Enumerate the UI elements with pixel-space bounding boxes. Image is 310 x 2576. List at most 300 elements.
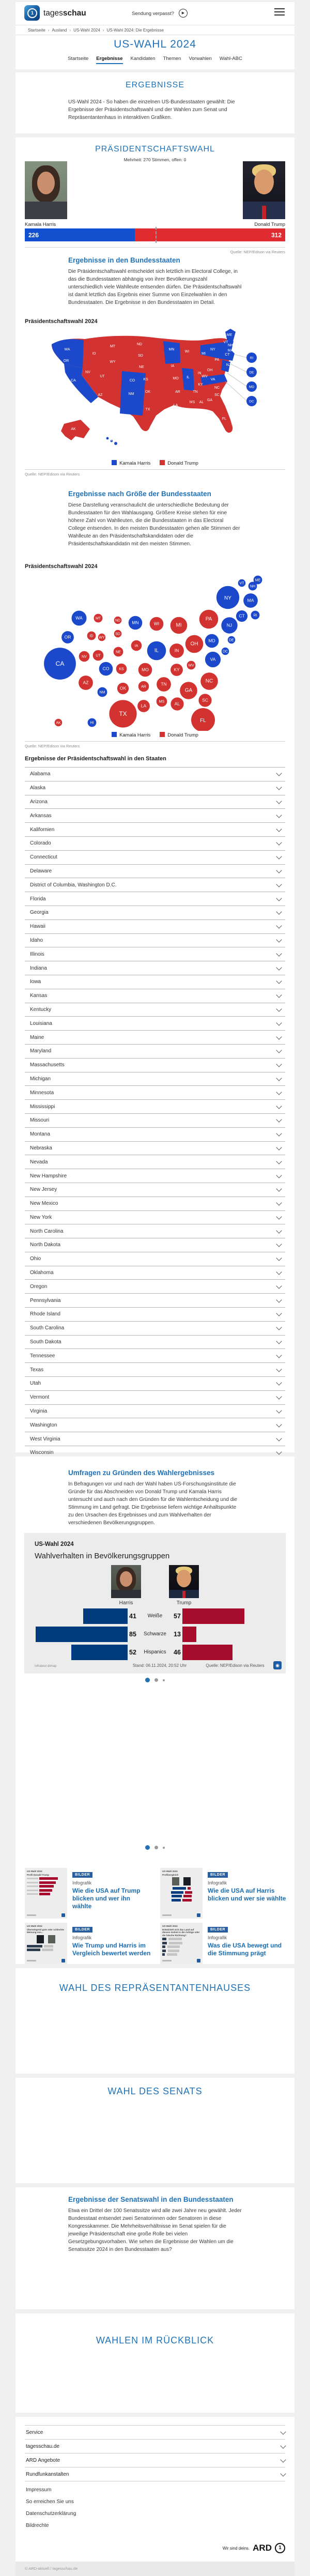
teaser-kicker: Infografik — [208, 1880, 227, 1885]
bubble-label-UT: UT — [96, 654, 101, 658]
play-icon[interactable]: ▶ — [179, 9, 188, 18]
ard-logo[interactable] — [223, 2543, 285, 2553]
ergebnisse-text: US-Wahl 2024 - So haben die einzelnen US-Bundesstaaten gewählt: Die Ergebnisse der Präsidentschaftswahl und der Wahlen zum Senat und Repräsentantenhaus in interaktiven Grafiken. — [68, 99, 235, 120]
thumb-bar-blue — [171, 1891, 183, 1894]
bubble-label-MO: MO — [142, 667, 149, 672]
thumb-photo — [183, 1877, 191, 1885]
infografik-share-icon[interactable]: ◉ — [273, 1661, 282, 1669]
state-accordion-row[interactable] — [25, 781, 285, 795]
chevron-down-icon — [276, 1435, 282, 1441]
bubble-label-WV: WV — [188, 664, 194, 668]
legend-color-swatch — [112, 732, 117, 737]
breadcrumb-item[interactable]: US-Wahl 2024 — [73, 27, 100, 33]
carousel-dot[interactable] — [163, 1679, 165, 1681]
umfragen-heading: Umfragen zu Gründen des Wahlergebnisses — [68, 1469, 215, 1477]
teaser-text — [72, 1924, 151, 1957]
bubble-label-VT: VT — [239, 581, 244, 586]
state-accordion-row[interactable] — [25, 1197, 285, 1211]
chevron-down-icon — [276, 1172, 282, 1178]
state-accordion-row[interactable] — [25, 1128, 285, 1142]
geo-map-label: Präsidentschaftswahl 2024 — [25, 318, 98, 325]
state-accordion-label: West Virginia — [30, 1436, 60, 1442]
demographic-row-Hispanics — [24, 1645, 286, 1660]
teaser-kicker: Infografik — [208, 1935, 227, 1940]
ergebnisse-heading: ERGEBNISSE — [125, 81, 185, 89]
state-accordion-label: New Jersey — [30, 1187, 57, 1193]
carousel-dot[interactable] — [154, 1678, 158, 1682]
state-accordion-row[interactable] — [25, 795, 285, 809]
thumb-bar-blue — [172, 1895, 182, 1897]
teaser-card[interactable] — [25, 1868, 151, 1924]
teaser-thumbnail — [25, 1868, 67, 1919]
footer-link[interactable]: So erreichen Sie uns — [26, 2499, 74, 2505]
chevron-down-icon — [276, 1117, 282, 1123]
rueckblick-heading: WAHLEN IM RÜCKBLICK — [96, 2335, 214, 2345]
footer-accordion-row[interactable] — [25, 2439, 285, 2453]
bubble-label-CO: CO — [102, 666, 110, 671]
state-accordion-label: New Mexico — [30, 1201, 58, 1207]
state-accordion-row[interactable] — [25, 1003, 285, 1017]
page-title: US-WAHL 2024 — [114, 38, 196, 50]
breadcrumb-item[interactable]: US-Wahl 2024: Die Ergebnisse — [106, 27, 164, 33]
state-accordion-label: Missouri — [30, 1117, 50, 1124]
teaser-title-link[interactable]: Was die USA bewegt und die Stimmung prägt — [208, 1942, 282, 1957]
trump-value: 13 — [174, 1631, 181, 1638]
chevron-down-icon — [276, 1186, 282, 1192]
state-accordion-row[interactable] — [25, 975, 285, 989]
thumb-share-icon — [61, 1959, 65, 1962]
state-accordion-row[interactable] — [25, 1252, 285, 1266]
state-accordion-row[interactable] — [25, 837, 285, 851]
state-accordion-row[interactable] — [25, 1336, 285, 1350]
state-accordion-label: Florida — [30, 896, 46, 902]
teaser-card[interactable] — [160, 1868, 286, 1924]
state-label-AL: AL — [199, 401, 204, 404]
bubble-label-NH: NH — [250, 585, 256, 589]
senat-heading: WAHL DES SENATS — [107, 2086, 203, 2096]
chevron-down-icon — [276, 1255, 282, 1261]
chevron-down-icon — [276, 1394, 282, 1400]
thumb-bar-red — [185, 1891, 192, 1894]
teaser-thumbnail — [160, 1868, 203, 1919]
thumb-bar-gray — [42, 1949, 53, 1951]
footer-accordion-row[interactable] — [25, 2425, 285, 2439]
chevron-down-icon — [276, 1366, 282, 1372]
state-accordion-row[interactable] — [25, 1224, 285, 1238]
state-accordion-row[interactable] — [25, 906, 285, 920]
umfragen-card — [16, 1456, 295, 1964]
teaser-card[interactable] — [160, 1923, 286, 1969]
tagesschau-logo[interactable] — [24, 5, 40, 21]
bubble-label-OR: OR — [64, 634, 71, 640]
state-accordion-row[interactable] — [25, 1391, 285, 1405]
state-accordion-label: Kentucky — [30, 1006, 52, 1013]
chevron-down-icon — [276, 1103, 282, 1109]
state-accordion-row[interactable] — [25, 851, 285, 865]
chevron-down-icon — [276, 1283, 282, 1289]
bubble-label-CA: CA — [55, 660, 65, 667]
state-accordion-row[interactable] — [25, 1183, 285, 1197]
chevron-down-icon — [276, 923, 282, 928]
state-accordion-label: Nevada — [30, 1159, 48, 1165]
state-accordion-row[interactable] — [25, 1308, 285, 1322]
state-accordion-row[interactable] — [25, 1418, 285, 1432]
chevron-down-icon — [276, 1048, 282, 1053]
bilder-badge: BILDER — [208, 1872, 228, 1878]
thumb-chart — [27, 1877, 65, 1895]
state-accordion-row[interactable] — [25, 1169, 285, 1183]
state-accordion-row[interactable] — [25, 1086, 285, 1100]
footer-accordion-row[interactable] — [25, 2467, 285, 2481]
state-label-TN: TN — [193, 390, 198, 394]
thumb-provider-logo — [162, 1914, 172, 1916]
state-accordion-row[interactable] — [25, 1114, 285, 1128]
tab-vorwahlen[interactable]: Vorwahlen — [189, 56, 212, 62]
thumb-title: Profil Donald Trump — [27, 1873, 50, 1876]
state-accordion-label: Kalifornien — [30, 826, 55, 833]
thumb-bar-red — [39, 1889, 52, 1892]
tab-wahl-abc[interactable]: Wahl-ABC — [219, 56, 242, 62]
bilder-badge: BILDER — [72, 1927, 92, 1933]
teaser-kicker: Infografik — [72, 1935, 92, 1940]
thumb-title: Profilvergleich — [162, 1873, 179, 1876]
state-accordion-label: Maryland — [30, 1048, 52, 1054]
chevron-down-icon — [276, 1200, 282, 1205]
bubble-label-NE: NE — [116, 650, 121, 654]
electoral-college-bar — [25, 228, 285, 241]
chevron-down-icon — [276, 1061, 282, 1067]
senat-card — [16, 2078, 295, 2183]
breadcrumb-separator-icon: › — [69, 27, 71, 33]
bubble-label-WY: WY — [99, 636, 105, 640]
thumb-bar — [27, 1893, 65, 1895]
harris-bar-segment: 226 — [25, 228, 135, 241]
state-accordion-label: Tennessee — [30, 1353, 55, 1359]
group-label: Schwarze — [144, 1631, 166, 1637]
state-accordion-row[interactable] — [25, 1405, 285, 1419]
state-label-IA: IA — [171, 364, 175, 368]
bubble-label-KY: KY — [174, 667, 180, 672]
group-label: Weiße — [147, 1613, 163, 1619]
footer-link[interactable]: Bildrechte — [26, 2523, 49, 2528]
sendung-verpasst-link[interactable]: Sendung verpasst? — [132, 11, 174, 17]
footer-accordion-row[interactable] — [25, 2453, 285, 2467]
tab-startseite[interactable]: Startseite — [68, 56, 89, 62]
harris-mini-photo — [111, 1565, 141, 1598]
chevron-down-icon — [276, 840, 282, 846]
stand-label: Stand: 06.11.2024, 20:52 Uhr — [132, 1663, 187, 1668]
ard-one-icon: 1 — [275, 2543, 285, 2553]
bubble-label-TX: TX — [119, 710, 127, 717]
harris-bar — [36, 1627, 128, 1642]
state-accordion-row[interactable] — [25, 1349, 285, 1363]
thumb-bar-blue — [173, 1887, 186, 1890]
state-accordion-label: Pennsylvania — [30, 1297, 61, 1304]
state-accordion-label: Vermont — [30, 1394, 50, 1401]
footer-link[interactable]: Datenschutzerklärung — [26, 2511, 76, 2517]
side-circle-label-MD: MD — [249, 385, 255, 389]
breadcrumb — [16, 25, 295, 35]
state-accordion-row[interactable] — [25, 768, 285, 781]
thumb-bar-blue — [172, 1899, 181, 1902]
state-accordion-row[interactable] — [25, 947, 285, 961]
senatswahl-text: Etwa ein Drittel der 100 Senatssitze wird alle zwei Jahre neu gewählt. Jeder Bundesstaat entsendet zwei Senatorinnen oder Senatoren in diese Kongresskammer. Die Mehrheitsverhältnisse im Senat spielen für die jeweilige Präsidentschaft eine große Rolle bei vielen Gesetzgebungsvorhaben. Wie sehen die Ergebnisse der Wahlen um die Senatssitze 2024 in den Bundesstaaten aus? — [68, 2208, 242, 2252]
thumb-photo — [172, 1877, 179, 1885]
state-label-WY: WY — [110, 360, 116, 364]
thumb-bar-pair — [162, 1887, 200, 1890]
bubble-label-LA: LA — [141, 703, 147, 709]
thumb-bar-label — [27, 1893, 38, 1895]
footer-accordion-label: ARD Angebote — [26, 2457, 60, 2463]
carousel-dot[interactable] — [154, 1846, 158, 1849]
state-accordion-row[interactable] — [25, 809, 285, 823]
state-accordion-row[interactable] — [25, 1294, 285, 1308]
thumb-bar-pair — [162, 1945, 200, 1948]
chevron-down-icon — [276, 937, 282, 942]
bubble-label-NY: NY — [224, 595, 231, 601]
teaser-card[interactable] — [25, 1923, 151, 1969]
chevron-down-icon — [276, 1130, 282, 1136]
state-accordion-row[interactable] — [25, 1432, 285, 1446]
state-accordion-row[interactable] — [25, 1322, 285, 1336]
thumb-provider-logo — [27, 1914, 36, 1916]
state-label-MO: MO — [173, 377, 179, 380]
footer-link[interactable]: Impressum — [26, 2487, 52, 2493]
page-tabs — [16, 56, 295, 64]
copyright-strip — [16, 2562, 295, 2576]
state-accordion-row[interactable] — [25, 878, 285, 892]
divider — [25, 247, 285, 248]
state-accordion-row[interactable] — [25, 892, 285, 906]
bubble-label-DC: DC — [222, 650, 228, 654]
hamburger-menu-icon[interactable] — [274, 8, 285, 18]
state-label-ME: ME — [226, 333, 233, 337]
candidate-name-right: Donald Trump — [254, 222, 285, 227]
legend-item: Donald Trump — [160, 732, 198, 738]
state-accordion-row[interactable] — [25, 989, 285, 1003]
state-label-ND: ND — [136, 343, 143, 346]
state-label-NY: NY — [210, 348, 215, 351]
state-accordion-row[interactable] — [25, 1059, 285, 1072]
state-accordion-label: Connecticut — [30, 854, 57, 861]
chevron-down-icon — [276, 1075, 282, 1081]
teaser-title-link[interactable]: Wie die USA auf Trump blicken und wer ihn wählte — [72, 1887, 141, 1910]
bundesstaaten-text: Die Präsidentschaftswahl entscheidet sich letztlich im Electoral College, in das die Bundesstaaten abhängig von ihrer Bevölkerungszahl unterschiedlich viele Wahlleute entsenden dürfen. Die Präsidentschaftswahl ist damit letztlich das Ergebnis einer Summe von Einzelwahlen in den Bundesstaaten. Die Ergebnisse in den Bundesstaaten im Detail. — [68, 269, 242, 305]
state-accordion-row[interactable] — [25, 1238, 285, 1252]
chevron-down-icon — [276, 1089, 282, 1095]
carousel-dot[interactable] — [145, 1678, 150, 1682]
ergebnisse-card — [16, 72, 295, 133]
bubble-label-TN: TN — [161, 681, 167, 687]
bubble-label-IN: IN — [174, 648, 179, 653]
bilder-badge: BILDER — [208, 1927, 228, 1933]
legend-color-swatch — [160, 732, 165, 737]
state-accordion-label: Virginia — [30, 1408, 48, 1415]
state-accordion-row[interactable] — [25, 1100, 285, 1114]
bubble-label-WA: WA — [75, 615, 83, 621]
senatswahl-card — [16, 2187, 295, 2309]
state-accordion-row[interactable] — [25, 1211, 285, 1225]
state-accordion-label: Kansas — [30, 993, 48, 999]
states-list-heading: Ergebnisse der Präsidentschaftswahl in den Staaten — [25, 756, 166, 762]
electoral-bubble-map[interactable] — [16, 574, 295, 731]
chevron-down-icon — [276, 909, 282, 915]
trump-value: 46 — [174, 1649, 181, 1656]
breadcrumb-item[interactable]: Ausland — [52, 27, 67, 33]
carousel-dot[interactable] — [145, 1845, 150, 1850]
carousel-dot[interactable] — [163, 1847, 165, 1849]
chevron-down-icon — [276, 1269, 282, 1275]
state-label-NJ: NJ — [226, 363, 231, 367]
thumb-bar-label — [27, 1882, 38, 1883]
thumb-bar-dark — [27, 1949, 40, 1951]
harris-value: 85 — [129, 1631, 136, 1638]
bubble-label-RI: RI — [253, 614, 257, 618]
state-label-GA: GA — [207, 398, 213, 402]
state-label-WI: WI — [184, 350, 190, 354]
bubble-label-MS: MS — [159, 700, 165, 704]
bubble-label-DE: DE — [229, 638, 234, 642]
state-accordion-row[interactable] — [25, 1155, 285, 1169]
bubble-label-OH: OH — [190, 641, 198, 647]
thumb-share-icon — [197, 1959, 200, 1962]
candidate-name-left: Kamala Harris — [25, 222, 56, 227]
state-accordion-row[interactable] — [25, 865, 285, 879]
state-accordion-row[interactable] — [25, 823, 285, 837]
teaser-title-link[interactable]: Wie Trump und Harris im Vergleich bewertet werden — [72, 1942, 151, 1957]
bubble-map-legend — [16, 732, 295, 738]
state-label-OH: OH — [207, 369, 213, 372]
thumb-bar-red — [39, 1885, 54, 1888]
brand-wordmark[interactable] — [43, 9, 86, 18]
bubble-label-NC: NC — [205, 678, 213, 684]
state-label-VT: VT — [223, 341, 228, 344]
majority-270-marker — [156, 227, 157, 243]
chevron-down-icon — [276, 771, 282, 776]
thumb-bar-gray — [169, 1942, 182, 1944]
thumb-bar-pair — [27, 1949, 65, 1951]
source-label: Quelle: NEP/Edison via Reuters — [206, 1663, 265, 1668]
state-accordion-row[interactable] — [25, 920, 285, 934]
breadcrumb-item[interactable]: Startseite — [28, 27, 45, 33]
us-states-geo-map[interactable] — [45, 328, 265, 457]
bubble-label-PA: PA — [205, 616, 212, 622]
state-label-NM: NM — [128, 392, 134, 396]
state-accordion-row[interactable] — [25, 1072, 285, 1086]
chevron-down-icon — [276, 1214, 282, 1219]
thumb-bar — [27, 1885, 65, 1888]
column-label-harris: Harris — [119, 1600, 133, 1606]
trump-value: 57 — [174, 1613, 181, 1620]
divider — [25, 469, 285, 470]
thumb-chart — [162, 1877, 200, 1902]
state-label-TX: TX — [145, 408, 150, 411]
thumb-bar — [27, 1881, 65, 1884]
trump-bar-segment: 312 — [135, 228, 285, 241]
state-label-OR: OR — [63, 359, 69, 363]
state-accordion-label: Minnesota — [30, 1090, 54, 1096]
state-label-NV: NV — [85, 371, 90, 374]
thumb-bar-red — [183, 1895, 192, 1897]
thumb-bar-pair — [27, 1945, 65, 1948]
tab-kandidaten[interactable]: Kandidaten — [130, 56, 156, 62]
state-accordion-row[interactable] — [25, 1363, 285, 1377]
chevron-down-icon — [276, 1158, 282, 1164]
state-accordion-row[interactable] — [25, 961, 285, 975]
thumb-bar-pair — [162, 1938, 200, 1940]
repraesentantenhaus-heading: WAHL DES REPRÄSENTANTENHAUSES — [59, 1983, 251, 1993]
thumb-bar-red — [182, 1899, 192, 1902]
thumb-share-icon — [197, 1913, 200, 1917]
footer-accordion — [25, 2425, 285, 2481]
thumb-footer — [27, 1959, 65, 1962]
rueckblick-card — [16, 2313, 295, 2413]
groesse-text: Diese Darstellung veranschaulicht die unterschiedliche Bedeutung der Bundesstaaten für den Wahlausgang. Größere Kreise stehen für eine höhere Zahl von Wahlleuten, die die Bundesstaaten in das Electoral College entsenden. In den meisten Bundesstaaten gehen alle Stimmen der Wahlleute an den Präsidentschaftskandidaten oder die Präsidentschaftskandidatin mit den meisten Stimmen. — [68, 502, 240, 547]
tab-themen[interactable]: Themen — [163, 56, 181, 62]
thumb-kicker: US-Wahl 2024 — [27, 1925, 42, 1927]
repraesentantenhaus-card — [16, 1968, 295, 2074]
thumb-bar-pair — [162, 1953, 200, 1956]
legend-color-swatch — [160, 460, 165, 465]
bubble-label-MI: MI — [176, 622, 182, 628]
state-accordion-row[interactable] — [25, 1017, 285, 1031]
bundesstaaten-heading: Ergebnisse in den Bundesstaaten — [68, 256, 180, 264]
brand-regular: tages — [43, 9, 63, 18]
thumb-photo — [48, 1935, 55, 1943]
teaser-thumbnail — [25, 1923, 67, 1964]
state-accordion-label: Georgia — [30, 910, 49, 916]
state-accordion-row[interactable] — [25, 1377, 285, 1391]
legend-item: Kamala Harris — [112, 732, 150, 738]
state-accordion-label: South Carolina — [30, 1325, 65, 1331]
legend-color-swatch — [112, 460, 117, 465]
bubble-label-IA: IA — [134, 644, 138, 648]
thumb-footer — [162, 1959, 200, 1962]
thumb-bar-gray — [44, 1945, 53, 1948]
chevron-down-icon — [276, 798, 282, 804]
state-label-IN: IN — [197, 372, 202, 375]
state-accordion-row[interactable] — [25, 1045, 285, 1059]
teaser-title-link[interactable]: Wie die USA auf Harris blicken und wer sie wählte — [208, 1887, 286, 1902]
breadcrumb-separator-icon: › — [48, 27, 50, 33]
state-label-SC: SC — [214, 393, 220, 397]
bilder-badge: BILDER — [72, 1872, 92, 1878]
state-accordion-label: Washington — [30, 1422, 57, 1428]
harris-bar — [71, 1645, 128, 1660]
thumb-footer — [27, 1913, 65, 1917]
chevron-down-icon — [276, 867, 282, 873]
state-accordion-row[interactable] — [25, 1142, 285, 1156]
footer-accordion-label: tagesschau.de — [26, 2443, 60, 2449]
state-label-KS: KS — [143, 378, 148, 381]
state-accordion-label: Illinois — [30, 951, 44, 957]
state-accordion-row[interactable] — [25, 1280, 285, 1294]
chevron-down-icon — [276, 1325, 282, 1330]
state-accordion-label: Ohio — [30, 1256, 41, 1262]
state-accordion-row[interactable] — [25, 934, 285, 948]
chevron-down-icon — [276, 854, 282, 860]
state-accordion-row[interactable] — [25, 1031, 285, 1045]
thumb-bar-pair — [162, 1895, 200, 1897]
wahlverhalten-infografik — [24, 1533, 286, 1674]
thumb-bar-red — [39, 1893, 50, 1895]
trump-bar — [182, 1608, 244, 1624]
state-accordion-row[interactable] — [25, 1266, 285, 1280]
tab-ergebnisse[interactable]: Ergebnisse — [96, 56, 122, 64]
state-label-HI: HI — [110, 439, 114, 442]
thumb-bar-label — [27, 1885, 38, 1887]
infografik-kicker: US-Wahl 2024 — [35, 1541, 74, 1547]
